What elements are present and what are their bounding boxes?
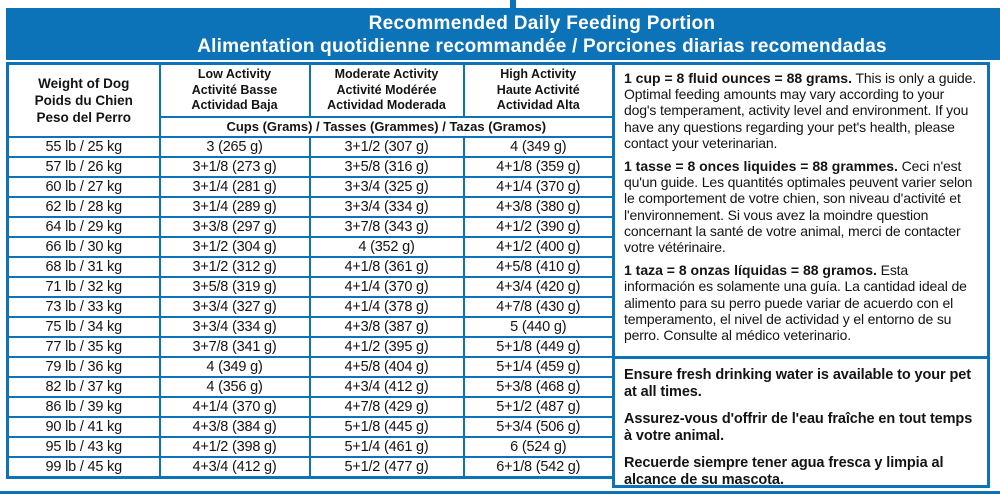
weight-header-en: Weight of Dog [38, 75, 130, 91]
low-activity-cell: 3+1/4 (281 g) [160, 177, 310, 197]
weight-cell: 64 lb / 29 kg [8, 217, 160, 237]
weight-column-header [8, 64, 160, 137]
low-activity-cell: 3+1/8 (273 g) [160, 157, 310, 177]
low-activity-cell: 3+1/2 (312 g) [160, 257, 310, 277]
weight-header-es: Peso del Perro [36, 109, 132, 125]
high-activity-cell: 4+3/8 (380 g) [464, 197, 614, 217]
high-activity-cell: 5+3/8 (468 g) [464, 377, 614, 397]
high-activity-cell: 4+1/2 (400 g) [464, 237, 614, 257]
moderate-activity-en: Moderate Activity [334, 67, 439, 81]
high-activity-cell: 5+1/4 (459 g) [464, 357, 614, 377]
weight-cell: 86 lb / 39 kg [8, 397, 160, 417]
high-activity-cell: 5+3/4 (506 g) [464, 417, 614, 437]
high-activity-cell: 6 (524 g) [464, 437, 614, 457]
guide-text-en: This is only a guide. Optimal feeding amounts may vary according to your dog's temperament, activity level and environment. If you have any questions regarding your pet's health, please contact your veterinarian. [624, 70, 977, 151]
moderate-activity-cell: 4+3/4 (412 g) [310, 377, 464, 397]
weight-cell: 90 lb / 41 kg [8, 417, 160, 437]
moderate-activity-cell: 4+1/2 (395 g) [310, 337, 464, 357]
weight-cell: 75 lb / 34 kg [8, 317, 160, 337]
low-activity-fr: Activité Basse [191, 82, 278, 97]
bottom-rule [0, 491, 1000, 494]
feeding-table [6, 62, 615, 479]
weight-cell: 79 lb / 36 kg [8, 357, 160, 377]
guide-lead-en: 1 cup = 8 fluid ounces = 88 grams. [624, 70, 852, 86]
table-row [8, 137, 614, 157]
table-row [8, 197, 614, 217]
guide-paragraph-en [624, 70, 979, 151]
weight-cell: 62 lb / 28 kg [8, 197, 160, 217]
weight-cell: 57 lb / 26 kg [8, 157, 160, 177]
weight-header-fr: Poids du Chien [34, 92, 133, 108]
units-header: Cups (Grams) / Tasses (Grammes) / Tazas (Gramos) [160, 117, 614, 137]
moderate-activity-cell: 5+1/8 (445 g) [310, 417, 464, 437]
info-panel [612, 62, 990, 488]
table-row [8, 257, 614, 277]
low-activity-cell: 3+3/4 (334 g) [160, 317, 310, 337]
moderate-activity-cell: 3+7/8 (343 g) [310, 217, 464, 237]
page-title-en: Recommended Daily Feeding Portion [368, 13, 716, 34]
moderate-activity-fr: Activité Modérée [336, 82, 437, 97]
feeding-table-body [8, 137, 614, 478]
water-notes [615, 359, 987, 488]
high-activity-cell: 5+1/8 (449 g) [464, 337, 614, 357]
weight-cell: 66 lb / 30 kg [8, 237, 160, 257]
table-row [8, 177, 614, 197]
high-activity-cell: 4+5/8 (410 g) [464, 257, 614, 277]
moderate-activity-cell: 4+1/4 (378 g) [310, 297, 464, 317]
weight-cell: 73 lb / 33 kg [8, 297, 160, 317]
moderate-activity-header [310, 64, 464, 117]
table-row [8, 157, 614, 177]
weight-cell: 68 lb / 31 kg [8, 257, 160, 277]
weight-cell: 95 lb / 43 kg [8, 437, 160, 457]
low-activity-cell: 4+1/4 (370 g) [160, 397, 310, 417]
table-row [8, 357, 614, 377]
weight-cell: 55 lb / 25 kg [8, 137, 160, 157]
low-activity-cell: 3+7/8 (341 g) [160, 337, 310, 357]
guide-text-fr: Ceci n'est qu'un guide. Les quantités optimales peuvent varier selon le comportement de votre chien, son niveau d'activité et l'environnement. Si vous avez la moindre question concernant la santé de votre animal, merci de contacter votre vétérinaire. [624, 158, 973, 256]
high-activity-cell: 5+1/2 (487 g) [464, 397, 614, 417]
high-activity-fr: Haute Activité [496, 82, 580, 97]
high-activity-cell: 4+1/4 (370 g) [464, 177, 614, 197]
moderate-activity-es: Actividad Moderada [327, 98, 446, 112]
low-activity-en: Low Activity [197, 67, 272, 81]
weight-cell: 99 lb / 45 kg [8, 457, 160, 478]
low-activity-cell: 4+3/8 (384 g) [160, 417, 310, 437]
low-activity-cell: 3+3/4 (327 g) [160, 297, 310, 317]
guide-text-es: Esta información es solamente una guía. La cantidad ideal de alimento para su perro puede variar de acuerdo con el temperamento, el nivel de actividad y el entorno de su perro. Consulte al médico veterinario. [624, 262, 967, 344]
table-row [8, 237, 614, 257]
guide-paragraph-es [624, 262, 979, 343]
weight-cell: 82 lb / 37 kg [8, 377, 160, 397]
table-row [8, 397, 614, 417]
low-activity-cell: 4 (349 g) [160, 357, 310, 377]
table-row [8, 317, 614, 337]
low-activity-header [160, 64, 310, 117]
high-activity-en: High Activity [500, 67, 577, 81]
moderate-activity-cell: 4+3/8 (387 g) [310, 317, 464, 337]
table-row [8, 457, 614, 478]
high-activity-es: Actividad Alta [496, 98, 580, 112]
table-row [8, 277, 614, 297]
high-activity-cell: 4+3/4 (420 g) [464, 277, 614, 297]
low-activity-cell: 4 (356 g) [160, 377, 310, 397]
moderate-activity-cell: 3+3/4 (334 g) [310, 197, 464, 217]
moderate-activity-cell: 3+5/8 (316 g) [310, 157, 464, 177]
water-note-es: Recuerde siempre tener agua fresca y limpia al alcance de su mascota. [624, 455, 944, 488]
low-activity-cell: 3+1/2 (304 g) [160, 237, 310, 257]
table-row [8, 217, 614, 237]
moderate-activity-cell: 3+3/4 (325 g) [310, 177, 464, 197]
weight-cell: 71 lb / 32 kg [8, 277, 160, 297]
moderate-activity-cell: 3+1/2 (307 g) [310, 137, 464, 157]
high-activity-cell: 4+1/8 (359 g) [464, 157, 614, 177]
weight-cell: 60 lb / 27 kg [8, 177, 160, 197]
guide-paragraph-fr [624, 158, 979, 255]
feeding-table-wrap [6, 62, 615, 479]
moderate-activity-cell: 4+1/8 (361 g) [310, 257, 464, 277]
moderate-activity-cell: 4+7/8 (429 g) [310, 397, 464, 417]
low-activity-cell: 3 (265 g) [160, 137, 310, 157]
table-row [8, 297, 614, 317]
water-note-en: Ensure fresh drinking water is available to your pet at all times. [624, 367, 971, 400]
moderate-activity-cell: 5+1/4 (461 g) [310, 437, 464, 457]
table-row [8, 377, 614, 397]
low-activity-cell: 3+1/4 (289 g) [160, 197, 310, 217]
high-activity-cell: 5 (440 g) [464, 317, 614, 337]
moderate-activity-cell: 5+1/2 (477 g) [310, 457, 464, 478]
low-activity-cell: 3+5/8 (319 g) [160, 277, 310, 297]
low-activity-es: Actividad Baja [191, 98, 278, 112]
weight-cell: 77 lb / 35 kg [8, 337, 160, 357]
low-activity-cell: 3+3/8 (297 g) [160, 217, 310, 237]
table-row [8, 337, 614, 357]
moderate-activity-cell: 4 (352 g) [310, 237, 464, 257]
table-row [8, 437, 614, 457]
guide-lead-es: 1 taza = 8 onzas líquidas = 88 gramos. [624, 262, 877, 279]
high-activity-header [464, 64, 614, 117]
moderate-activity-cell: 4+5/8 (404 g) [310, 357, 464, 377]
high-activity-cell: 6+1/8 (542 g) [464, 457, 614, 478]
high-activity-cell: 4 (349 g) [464, 137, 614, 157]
high-activity-cell: 4+7/8 (430 g) [464, 297, 614, 317]
moderate-activity-cell: 4+1/4 (370 g) [310, 277, 464, 297]
page-title-fr-es: Alimentation quotidienne recommandée / Porciones diarias recomendadas [197, 36, 887, 57]
water-note-fr: Assurez-vous d'offrir de l'eau fraîche en tout temps à votre animal. [624, 411, 973, 444]
guide-notes [615, 65, 987, 359]
guide-lead-fr: 1 tasse = 8 onces liquides = 88 grammes. [624, 158, 898, 175]
high-activity-cell: 4+1/2 (390 g) [464, 217, 614, 237]
low-activity-cell: 4+1/2 (398 g) [160, 437, 310, 457]
header-band [6, 8, 1000, 60]
low-activity-cell: 4+3/4 (412 g) [160, 457, 310, 478]
feeding-table-head [8, 64, 614, 137]
table-row [8, 417, 614, 437]
